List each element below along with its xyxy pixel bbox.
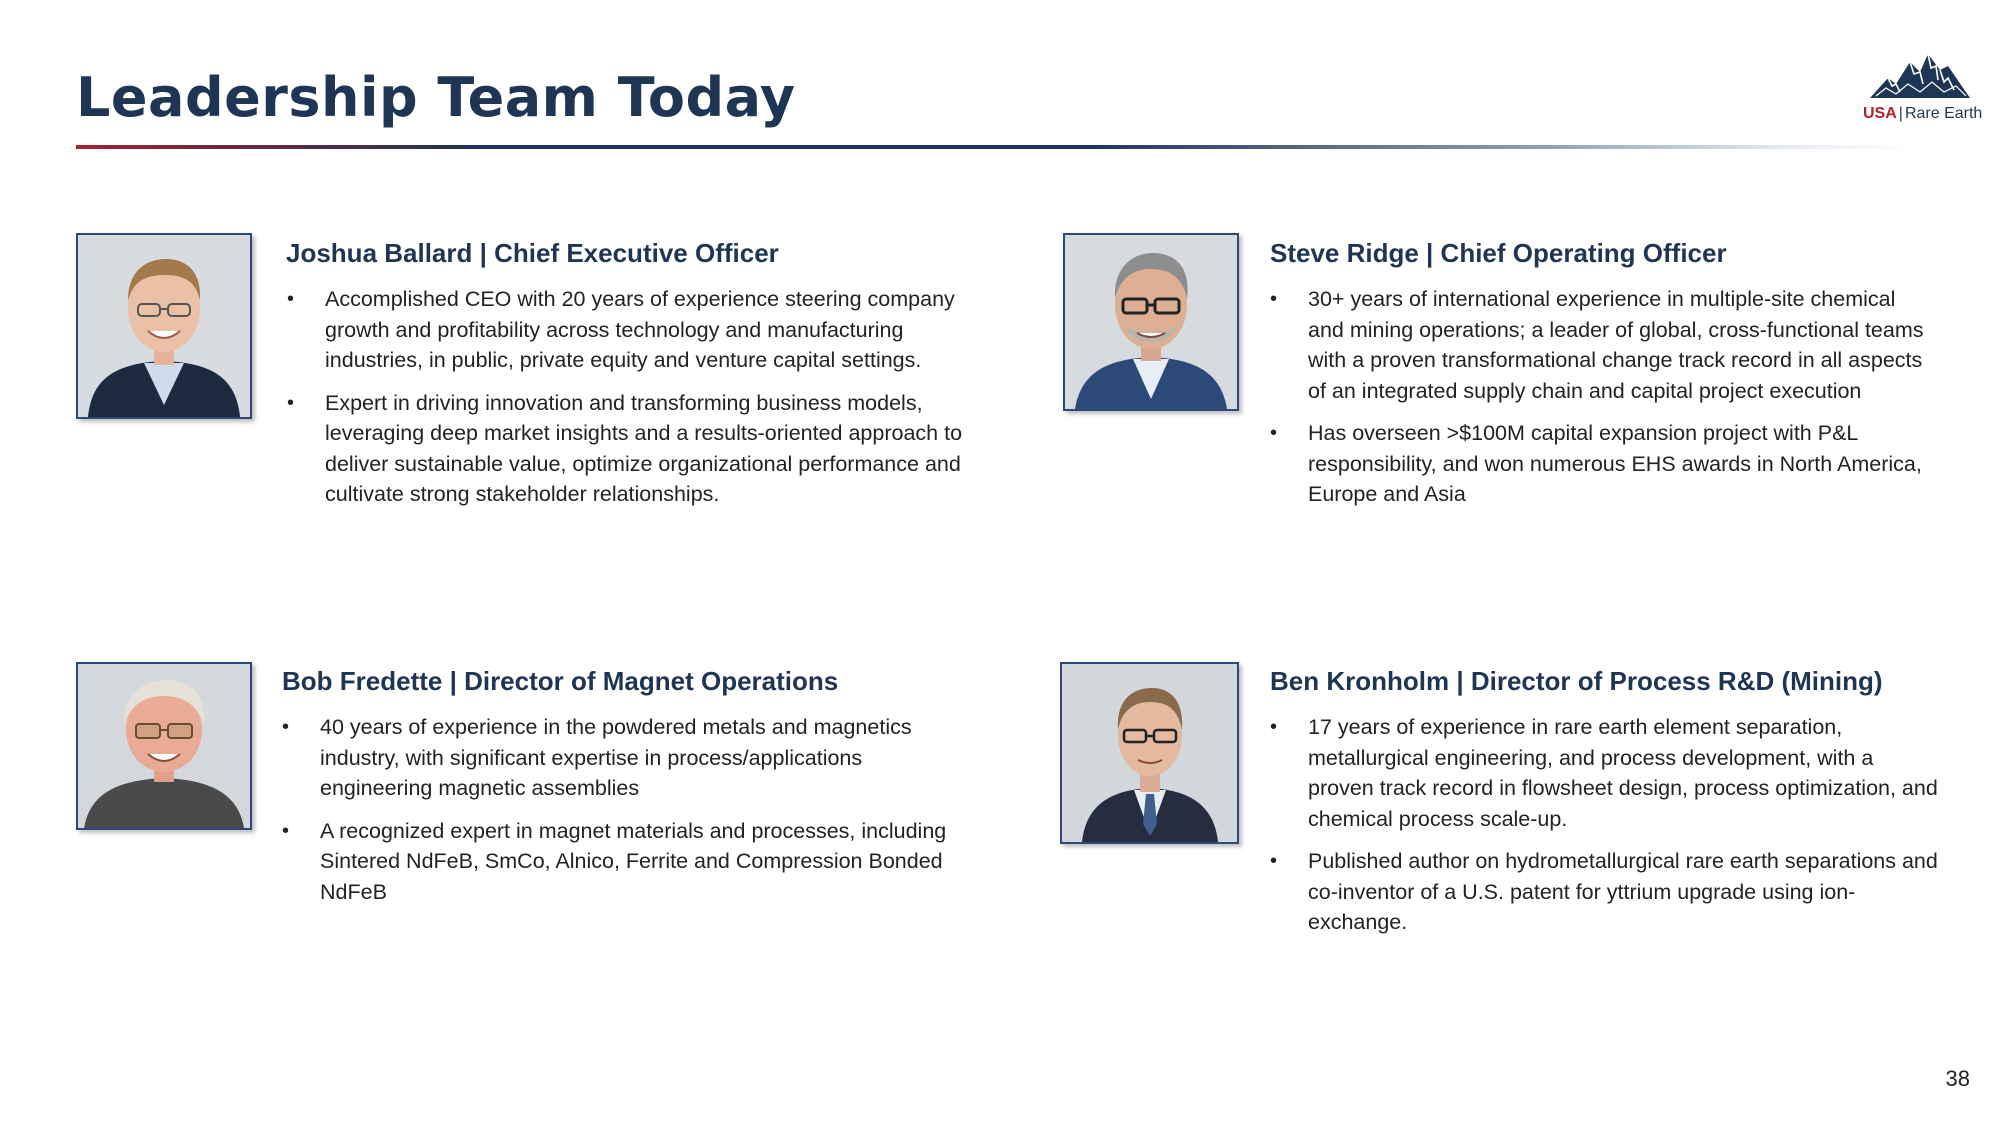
mountain-logo-icon	[1870, 52, 1970, 104]
headshot-ben-kronholm	[1060, 662, 1239, 844]
headshot-joshua-ballard	[76, 233, 252, 419]
bullet-text: 17 years of experience in rare earth element separation, metallurgical engineering, and process development, with a proven track record in flowsheet design, process optimization, and chemical process scale-up.	[1308, 715, 1938, 831]
page-number: 38	[1945, 1066, 1970, 1091]
leader-name: Steve Ridge | Chief Operating Officer	[1270, 238, 1727, 268]
company-logo	[1860, 52, 1990, 132]
bullet-text: Published author on hydrometallurgical rare earth separations and co-inventor of a U.S. patent for yttrium upgrade using ion-exchange.	[1308, 849, 1938, 934]
leader-bullets	[280, 712, 970, 919]
leader-name: Joshua Ballard | Chief Executive Officer	[286, 238, 779, 268]
leader-bullets	[1268, 284, 1928, 522]
logo-wordmark	[1863, 105, 1982, 123]
headshot-steve-ridge	[1063, 233, 1239, 411]
bullet-text: Accomplished CEO with 20 years of experience steering company growth and profitability across technology and manufacturing industries, in public, private equity and venture capital settings.	[325, 287, 955, 372]
bullet-text: 40 years of experience in the powdered metals and magnetics industry, with significant expertise in process/applications engineering magnetic assemblies	[320, 715, 912, 800]
bullet-text: Has overseen >$100M capital expansion project with P&L responsibility, and won numerous EHS awards in North America, Europe and Asia	[1308, 421, 1922, 506]
logo-usa: USA	[1863, 105, 1897, 122]
logo-separator: |	[1898, 105, 1903, 122]
bullet-item: • 17 years of experience in rare earth element separation, metallurgical engineering, and process development, with a proven track record in flowsheet design, process optimization, and chemical process scale-up.	[1270, 715, 1938, 831]
bullet-item: • Accomplished CEO with 20 years of experience steering company growth and profitability across technology and manufacturing industries, in public, private equity and venture capital settings.	[287, 287, 955, 372]
title-divider	[76, 145, 1916, 149]
bullet-text: Expert in driving innovation and transforming business models, leveraging deep market insights and a results-oriented approach to deliver sustainable value, optimize organizational performance and cultivate strong stakeholder relationships.	[325, 390, 963, 506]
bullet-item: • Expert in driving innovation and transforming business models, leveraging deep market insights and a results-oriented approach to deliver sustainable value, optimize organizational performance and cultivate strong stakeholder relationships.	[287, 390, 963, 506]
logo-name: Rare Earth	[1904, 105, 1983, 122]
bullet-item: • 40 years of experience in the powdered metals and magnetics industry, with significant expertise in process/applications engineering magnetic assemblies	[282, 715, 912, 800]
leader-name: Bob Fredette | Director of Magnet Operations	[282, 666, 839, 696]
leader-bullets	[1268, 712, 1938, 950]
leader-bullets	[285, 284, 975, 522]
bullet-text: 30+ years of international experience in multiple-site chemical and mining operations; a leader of global, cross-functional teams with a proven transformational change track record in all aspects of an integrated supply chain and capital project execution	[1308, 287, 1924, 403]
bullet-item: • Published author on hydrometallurgical rare earth separations and co-inventor of a U.S. patent for yttrium upgrade using ion-exchange.	[1270, 849, 1938, 934]
headshot-bob-fredette	[76, 662, 252, 830]
bullet-item: • A recognized expert in magnet materials and processes, including Sintered NdFeB, SmCo, Alnico, Ferrite and Compression Bonded NdFeB	[282, 818, 947, 904]
bullet-item: • Has overseen >$100M capital expansion project with P&L responsibility, and won numerous EHS awards in North America, Europe and Asia	[1270, 421, 1922, 506]
bullet-text: A recognized expert in magnet materials and processes, including Sintered NdFeB, SmCo, Alnico, Ferrite and Compression Bonded NdFeB	[320, 818, 947, 904]
bullet-item: • 30+ years of international experience in multiple-site chemical and mining operations; a leader of global, cross-functional teams with a proven transformational change track record in all aspects of an integrated supply chain and capital project execution	[1270, 287, 1924, 403]
leader-name: Ben Kronholm | Director of Process R&D (Mining)	[1270, 666, 1883, 696]
page-title: Leadership Team Today	[76, 66, 796, 129]
